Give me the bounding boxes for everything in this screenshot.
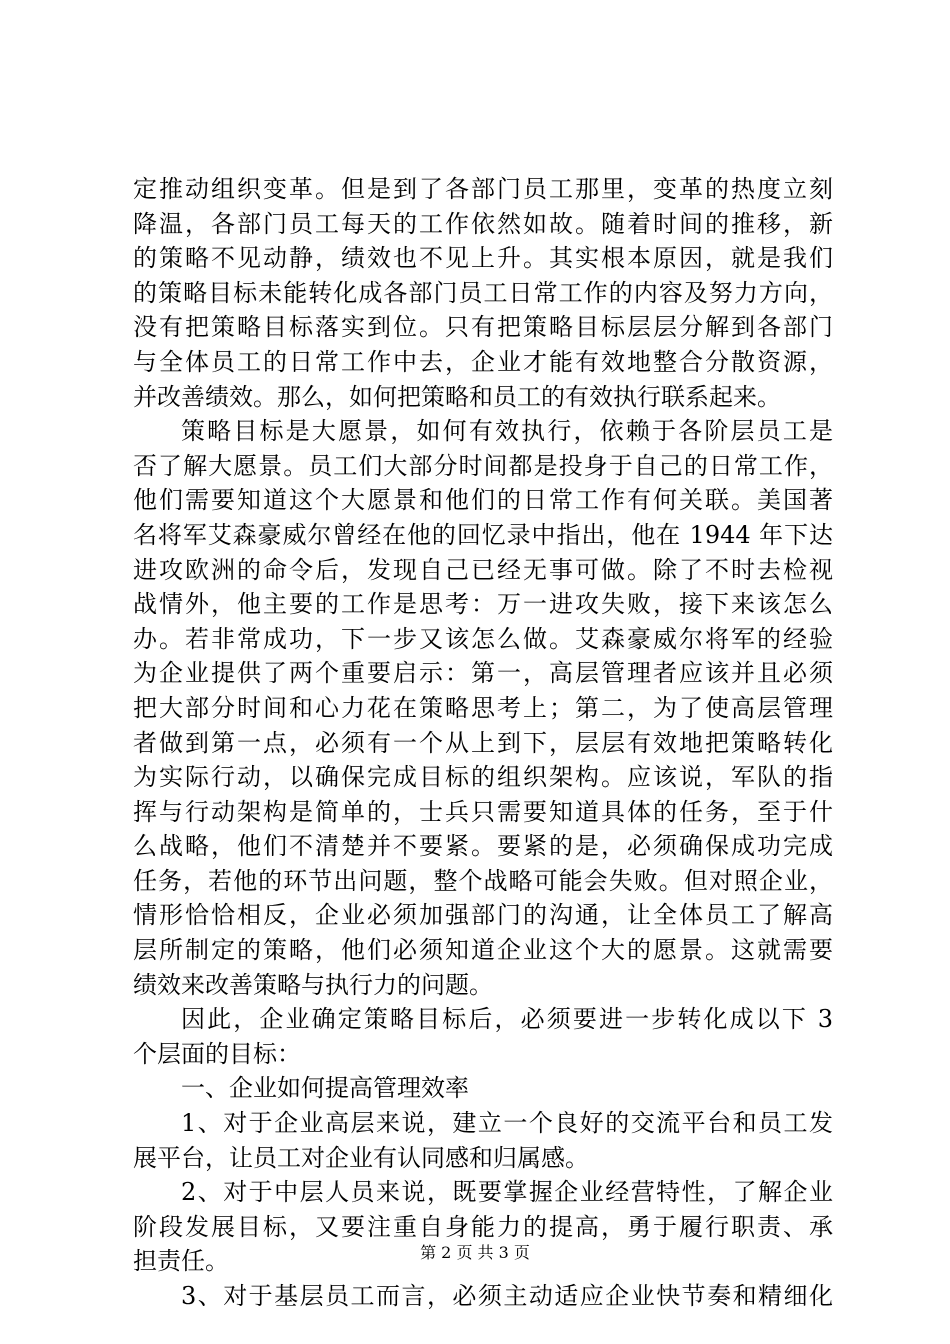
text-line: 的策略目标未能转化成各部门员工日常工作的内容及努力方向， [133, 278, 833, 307]
text-line: 任务，若他的环节出问题，整个战略可能会失败。但对照企业， [133, 866, 833, 895]
list-item: 3、对于基层员工而言，必须主动适应企业快节奏和精细化 [181, 1282, 833, 1310]
list-item: 1、对于企业高层来说，建立一个良好的交流平台和员工发 [181, 1109, 833, 1138]
text-line: 并改善绩效。那么，如何把策略和员工的有效执行联系起来。 [133, 382, 781, 411]
text-line: 者做到第一点，必须有一个从上到下，层层有效地把策略转化 [133, 728, 833, 757]
text-line: 办。若非常成功，下一步又该怎么做。艾森豪威尔将军的经验 [133, 624, 833, 653]
text-line: 把大部分时间和心力花在策略思考上；第二，为了使高层管理 [133, 693, 833, 722]
text-line: 他们需要知道这个大愿景和他们的日常工作有何关联。美国著 [133, 486, 833, 515]
text-line: 与全体员工的日常工作中去，企业才能有效地整合分散资源， [133, 347, 833, 376]
text-line: 降温，各部门员工每天的工作依然如故。随着时间的推移，新 [133, 209, 833, 238]
text-line: 阶段发展目标，又要注重自身能力的提高，勇于履行职责、承 [133, 1212, 833, 1241]
page-footer [0, 1243, 950, 1263]
text-line: 策略目标是大愿景，如何有效执行，依赖于各阶层员工是 [181, 417, 833, 446]
text-line: 为实际行动，以确保完成目标的组织架构。应该说，军队的指 [133, 763, 833, 792]
text-line: 名将军艾森豪威尔曾经在他的回忆录中指出，他在 1944 年下达 [133, 520, 833, 549]
text-line: 的策略不见动静，绩效也不见上升。其实根本原因，就是我们 [133, 244, 833, 273]
text-line: 绩效来改善策略与执行力的问题。 [133, 970, 493, 999]
body-text [133, 172, 833, 1314]
page-number: 第 2 页 共 3 页 [420, 1243, 530, 1262]
text-line: 层所制定的策略，他们必须知道企业这个大的愿景。这就需要 [133, 936, 833, 965]
text-line: 担责任。 [133, 1247, 229, 1276]
text-line: 进攻欧洲的命令后，发现自己已经无事可做。除了不时去检视 [133, 555, 833, 584]
text-line: 展平台，让员工对企业有认同感和归属感。 [133, 1143, 589, 1172]
text-line: 战情外，他主要的工作是思考：万一进攻失败，接下来该怎么 [133, 590, 833, 619]
text-line: 没有把策略目标落实到位。只有把策略目标层层分解到各部门 [133, 313, 833, 342]
section-heading: 一、企业如何提高管理效率 [181, 1074, 469, 1103]
text-line: 情形恰恰相反，企业必须加强部门的沟通，让全体员工了解高 [133, 901, 833, 930]
text-line: 为企业提供了两个重要启示：第一，高层管理者应该并且必须 [133, 659, 833, 688]
text-line: 定推动组织变革。但是到了各部门员工那里，变革的热度立刻 [133, 175, 833, 203]
text-line: 么战略，他们不清楚并不要紧。要紧的是，必须确保成功完成 [133, 832, 833, 861]
list-item: 2、对于中层人员来说，既要掌握企业经营特性，了解企业 [181, 1178, 833, 1207]
text-line: 否了解大愿景。员工们大部分时间都是投身于自己的日常工作， [133, 451, 833, 480]
text-line: 因此，企业确定策略目标后，必须要进一步转化成以下 3 [181, 1005, 833, 1034]
text-line: 挥与行动架构是简单的，士兵只需要知道具体的任务，至于什 [133, 797, 833, 826]
text-line: 个层面的目标： [133, 1039, 301, 1068]
